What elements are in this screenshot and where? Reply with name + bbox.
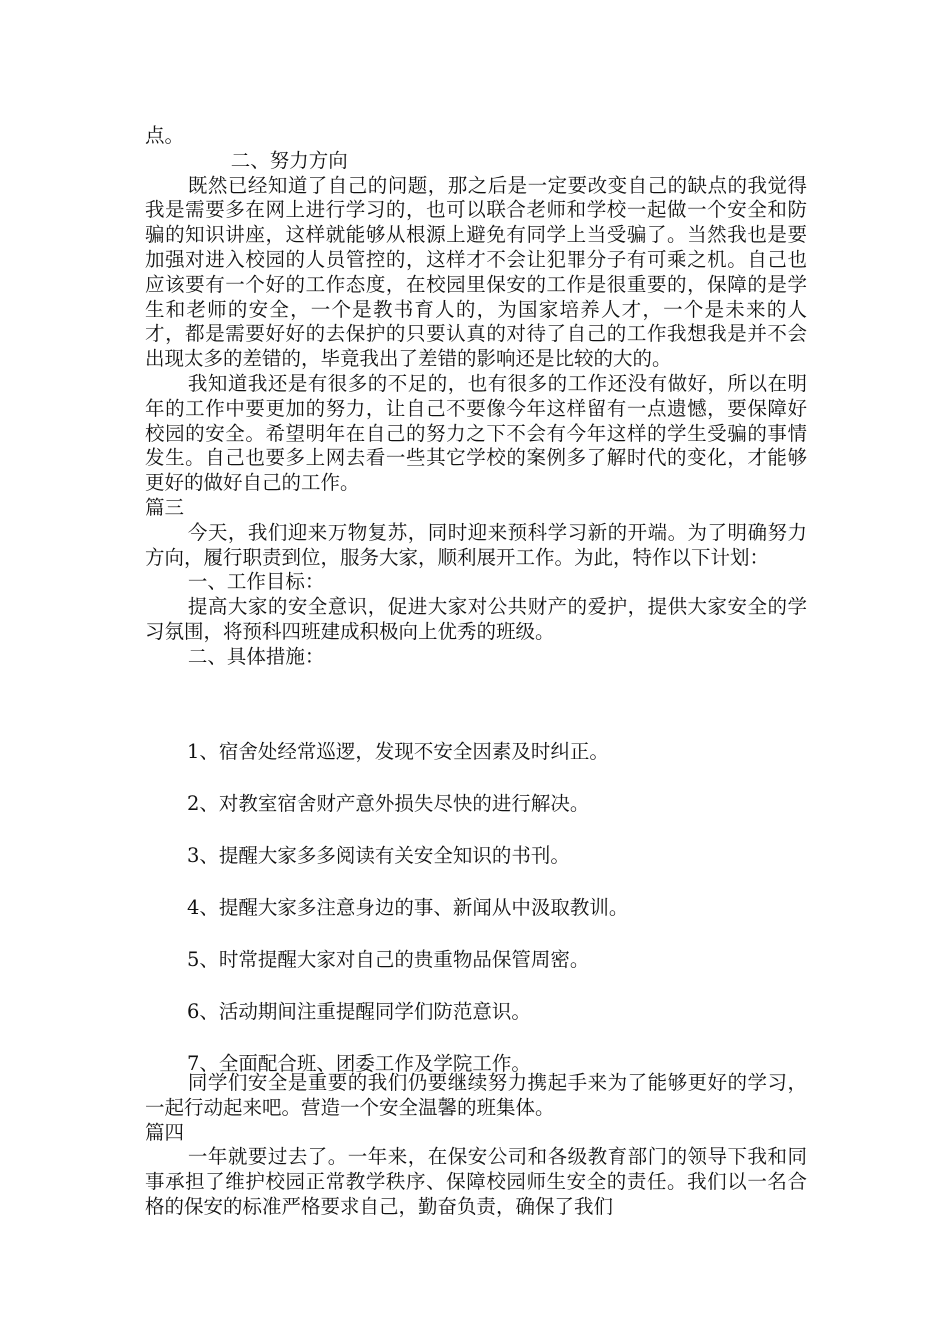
- paragraph-fragment: 点。: [145, 124, 185, 147]
- text-block-lower: [145, 1071, 807, 1220]
- section-heading-direction: 二、努力方向: [230, 148, 348, 172]
- paragraph-work-goal: 提高大家的安全意识，促进大家对公共财产的爱护，提供大家安全的学习氛围，将预科四班建成积极向上优秀的班级。: [145, 595, 807, 643]
- list-item: 7、全面配合班、团委工作及学院工作。: [187, 1052, 531, 1075]
- paragraph-intro-pian4: 一年就要过去了。一年来，在保安公司和各级教育部门的领导下我和同事承担了维护校园正常教学秩序、保障校园师生安全的责任。我们以一名合格的保安的标准严格要求自己，勤奋负责，确保了我们: [145, 1145, 807, 1218]
- list-item: 6、活动期间注重提醒同学们防范意识。: [187, 1000, 531, 1023]
- list-item: 5、时常提醒大家对自己的贵重物品保管周密。: [187, 948, 590, 971]
- heading-work-goal: 一、工作目标：: [187, 570, 325, 594]
- list-item: 2、对教室宿舍财产意外损失尽快的进行解决。: [187, 792, 590, 815]
- section-title-pian3: 篇三: [145, 495, 185, 519]
- section-title-pian4: 篇四: [145, 1120, 185, 1144]
- text-block-upper: [145, 124, 807, 670]
- list-item: 4、提醒大家多注意身边的事、新闻从中汲取教训。: [187, 896, 629, 919]
- list-item: 3、提醒大家多多阅读有关安全知识的书刊。: [187, 844, 570, 867]
- paragraph-shortfall: 我知道我还是有很多的不足的，也有很多的工作还没有做好，所以在明年的工作中要更加的努力，让自己不要像今年这样留有一点遗憾，要保障好校园的安全。希望明年在自己的努力之下不会有今年这样的学生受骗的事情发生。自己也要多上网去看一些其它学校的案例多了解时代的变化，才能够更好的做好自己的工作。: [145, 371, 807, 495]
- list-item: 1、宿舍处经常巡逻，发现不安全因素及时纠正。: [187, 740, 609, 763]
- paragraph-direction: 既然已经知道了自己的问题，那之后是一定要改变自己的缺点的我觉得我是需要多在网上进行学习的，也可以联合老师和学校一起做一个安全和防骗的知识讲座，这样就能够从根源上避免有同学上当受骗了。当然我也是要加强对进入校园的人员管控的，这样才不会让犯罪分子有可乘之机。自己也应该要有一个好的工作态度，在校园里保安的工作是很重要的，保障的是学生和老师的安全，一个是教书育人的，为国家培养人才，一个是未来的人才，都是需要好好的去保护的只要认真的对待了自己的工作我想我是并不会出现太多的差错的，毕竟我出了差错的影响还是比较的大的。: [145, 173, 807, 371]
- heading-measures: 二、具体措施：: [187, 644, 325, 668]
- paragraph-intro-pian3: 今天，我们迎来万物复苏，同时迎来预科学习新的开端。为了明确努力方向，履行职责到位，服务大家，顺利展开工作。为此，特作以下计划：: [145, 520, 807, 569]
- paragraph-closing-pian3: 同学们安全是重要的我们仍要继续努力携起手来为了能够更好的学习，一起行动起来吧。营造一个安全温馨的班集体。: [145, 1071, 807, 1119]
